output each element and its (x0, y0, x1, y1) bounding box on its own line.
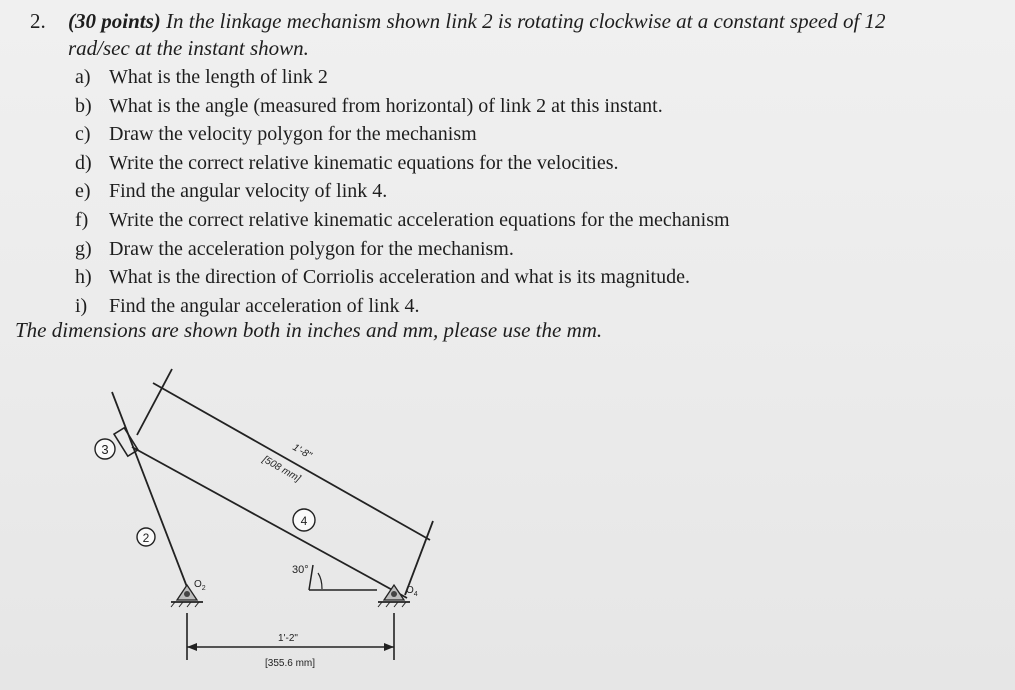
link4-number: 4 (300, 514, 308, 528)
question-number: 2. (30, 9, 46, 33)
question-parts-list (75, 63, 730, 320)
o4-label: $O_4$ (406, 585, 418, 598)
link4-label-badge (293, 509, 315, 531)
link4-lower-edge (132, 447, 407, 598)
angle-marker (309, 565, 377, 590)
base-length-imperial: 1'-2" (278, 633, 298, 644)
angle-label: 30° (292, 564, 309, 576)
question-part-i: i) Find the angular acceleration of link 4. (75, 294, 420, 317)
link3-label-badge (95, 439, 115, 459)
question-part-c: c) Draw the velocity polygon for the mechanism (75, 123, 477, 146)
question-part-f: f) Write the correct relative kinematic acceleration equations for the mechanism (75, 208, 730, 231)
slot-length-imperial: 1'-8" (290, 442, 314, 462)
link3-number: 3 (101, 442, 109, 457)
link4-left-end (137, 369, 172, 435)
question-part-a: a) What is the length of link 2 (75, 66, 328, 88)
question-part-g: g) Draw the acceleration polygon for the mechanism. (75, 237, 514, 260)
question-points: (30 points) (68, 9, 161, 33)
question-stem-line2: rad/sec at the instant shown. (68, 36, 309, 60)
question-part-d: d) Write the correct relative kinematic equations for the velocities. (75, 151, 619, 174)
link2-number: 2 (142, 531, 150, 545)
question-stem-line1: In the linkage mechanism shown link 2 is rotating clockwise at a constant speed of 12 (160, 9, 886, 33)
base-arrow-right (384, 643, 394, 651)
slot-length-mm: [508 mm] (260, 454, 303, 485)
link4-right-end (405, 521, 433, 595)
o2-label: $O_2$ (194, 579, 206, 592)
linkage-diagram (80, 355, 460, 675)
base-arrow-left (187, 643, 197, 651)
question-part-e: e) Find the angular velocity of link 4. (75, 180, 388, 203)
link2-label-badge (137, 528, 155, 546)
dimensions-note: The dimensions are shown both in inches and mm, please use the mm. (15, 318, 603, 342)
question-part-b: b) What is the angle (measured from horizontal) of link 2 at this instant. (75, 94, 663, 117)
question-header (30, 8, 886, 35)
base-length-mm: [355.6 mm] (264, 658, 316, 669)
question-part-h: h) What is the direction of Corriolis acceleration and what is its magnitude. (75, 266, 690, 289)
link2-bar (112, 392, 187, 587)
link4-upper-edge (153, 383, 430, 540)
slider-block (114, 428, 138, 456)
